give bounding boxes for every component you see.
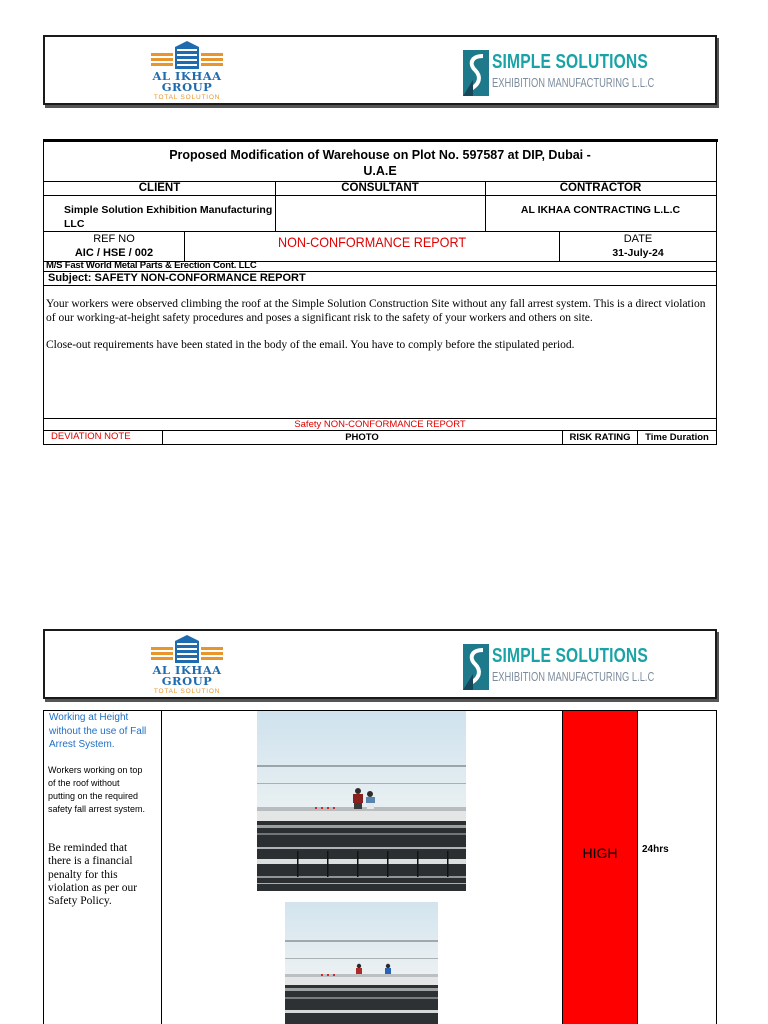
al-ikhaa-logo [137, 39, 237, 101]
simple-solutions-subtitle: EXHIBITION MANUFACTURING L.L.C [492, 75, 655, 90]
project-title-line2: U.A.E [363, 164, 397, 178]
simple-solutions-name: SIMPLE SOLUTIONS [492, 645, 648, 667]
header-banner [43, 35, 717, 105]
consultant-value [275, 196, 485, 231]
simple-solutions-logo [463, 49, 683, 97]
roof-workers-photo [285, 902, 438, 1024]
col-risk-rating: RISK RATING [569, 431, 631, 443]
risk-rating-value: HIGH [582, 845, 618, 861]
body-paragraph-2: Close-out requirements have been stated in the body of the email. You have to comply before the stipulated period. [46, 339, 575, 351]
deviation-detail: Workers working on top of the roof without putting on the required safety fall arrest system. [48, 765, 146, 814]
col-deviation-note: DEVIATION NOTE [51, 431, 131, 442]
site-photo-2 [285, 902, 438, 1024]
logo-tagline: TOTAL SOLUTION [153, 688, 221, 695]
col-time-duration: Time Duration [645, 431, 709, 443]
client-value-line1: Simple Solution Exhibition Manufacturing [64, 204, 273, 216]
logo-name-line2: GROUP [161, 674, 213, 688]
recipient-line: M/S Fast World Metal Parts & Erection Cont. LLC [46, 260, 257, 271]
col-photo: PHOTO [345, 431, 379, 443]
consultant-label: CONSULTANT [341, 182, 419, 194]
project-title-line1: Proposed Modification of Warehouse on Plot No. 597587 at DIP, Dubai - [169, 148, 591, 162]
logo-name-line1: AL IKHAA [152, 69, 222, 83]
logo-name-line2: GROUP [161, 80, 213, 94]
building-icon [137, 633, 237, 667]
subject-line: Subject: SAFETY NON-CONFORMANCE REPORT [48, 272, 306, 284]
body-paragraph-1: Your workers were observed climbing the roof at the Simple Solution Construction Site without any fall arrest system. This is a direct violation of our working-at-height safety procedures and poses a significant risk to the safety of your workers and others on site. [46, 298, 706, 324]
simple-solutions-subtitle: EXHIBITION MANUFACTURING L.L.C [492, 669, 655, 684]
deviation-reminder: Be reminded that there is a financial penalty for this violation as per our Safety Policy. [48, 842, 138, 908]
project-title [44, 146, 716, 180]
report-title: NON-CONFORMANCE REPORT [277, 234, 467, 250]
client-label: CLIENT [138, 182, 181, 194]
section-title: Safety NON-CONFORMANCE REPORT [294, 419, 466, 430]
client-value-line2: LLC [64, 218, 85, 230]
roof-workers-photo [257, 711, 466, 891]
client-value [64, 203, 274, 231]
time-duration-value: 24hrs [642, 844, 669, 855]
logo-name-line1: AL IKHAA [152, 663, 222, 677]
ref-label: REF NO [93, 233, 135, 245]
contractor-value: AL IKHAA CONTRACTING L.L.C [520, 204, 681, 216]
site-photo-1 [257, 711, 466, 891]
s-mark-icon [463, 644, 489, 690]
s-mark-icon [463, 50, 489, 96]
deviation-title: Working at Height without the use of Fall Arrest System. [49, 712, 147, 750]
al-ikhaa-logo [137, 633, 237, 695]
table-top-border [43, 139, 718, 142]
contractor-label: CONTRACTOR [559, 182, 642, 194]
building-icon [137, 39, 237, 73]
logo-tagline: TOTAL SOLUTION [153, 94, 221, 101]
simple-solutions-name: SIMPLE SOLUTIONS [492, 51, 648, 73]
header-banner-page2 [43, 629, 717, 699]
date-label: DATE [623, 233, 653, 245]
risk-rating-cell [563, 711, 637, 1024]
date-value: 31-July-24 [612, 247, 664, 259]
ref-value: AIC / HSE / 002 [74, 247, 154, 259]
simple-solutions-logo [463, 643, 683, 691]
